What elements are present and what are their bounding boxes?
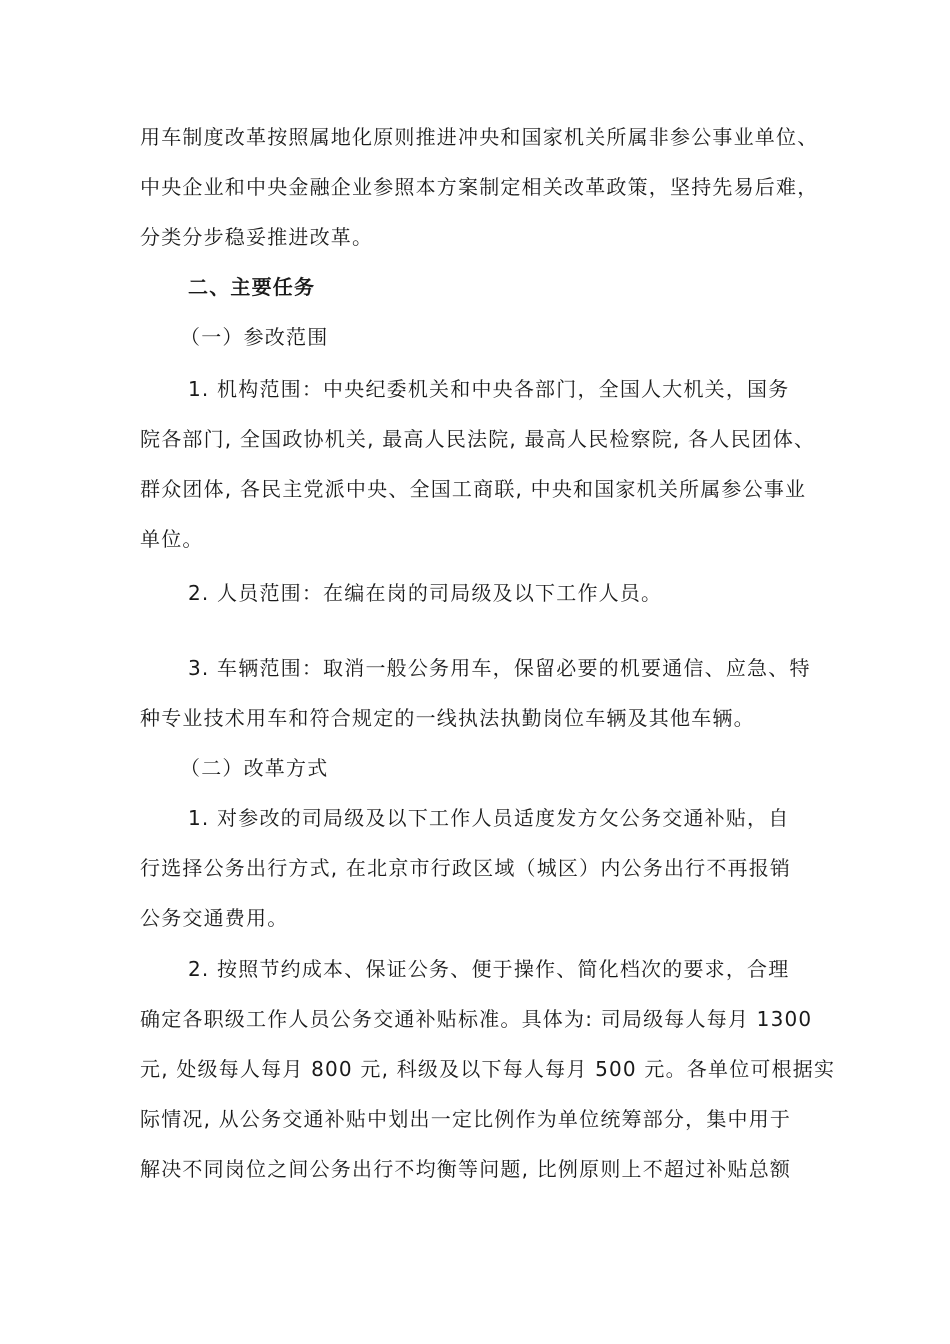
section-heading: 二、主要任务 [188, 275, 316, 299]
subsection-heading: （二）改革方式 [180, 756, 329, 780]
paragraph-line: 中央企业和中央金融企业参照本方案制定相关改革政策，坚持先易后难， [140, 175, 819, 199]
paragraph-line: 3. 车辆范围：取消一般公务用车，保留必要的机要通信、应急、特 [188, 656, 811, 680]
paragraph-line: 分类分步稳妥推进改革。 [140, 225, 374, 249]
paragraph-line: 解决不同岗位之间公务出行不均衡等问题, 比例原则上不超过补贴总额 [140, 1157, 792, 1181]
paragraph-line: 群众团体, 各民主党派中央、全国工商联, 中央和国家机关所属参公事业 [140, 477, 807, 501]
subsection-heading: （一）参改范围 [180, 325, 329, 349]
paragraph-line: 1. 对参改的司局级及以下工作人员适度发方攵公务交通补贴，自 [188, 806, 790, 830]
paragraph-line: 公务交通费用。 [140, 906, 289, 930]
paragraph-line: 单位。 [140, 527, 204, 551]
paragraph-line: 种专业技术用车和符合规定的一线执法执勤岗位车辆及其他车辆。 [140, 706, 755, 730]
paragraph-line: 确定各职级工作人员公务交通补贴标准。具体为: 司局级每人每月 1300 [140, 1007, 813, 1031]
paragraph-line: 际情况, 从公务交通补贴中划出一定比例作为单位统筹部分，集中用于 [140, 1107, 792, 1131]
paragraph-line: 2. 人员范围：在编在岗的司局级及以下工作人员。 [188, 581, 663, 605]
paragraph-line: 1. 机构范围：中央纪委机关和中央各部门，全国人大机关，国务 [188, 377, 790, 401]
paragraph-line: 元, 处级每人每月 800 元, 科级及以下每人每月 500 元。各单位可根据实 [140, 1057, 836, 1081]
paragraph-line: 行选择公务出行方式, 在北京市行政区域（城区）内公务出行不再报销 [140, 856, 792, 880]
paragraph-line: 用车制度改革按照属地化原则推进冲央和国家机关所属非参公事业单位、 [140, 125, 819, 149]
paragraph-line: 2. 按照节约成本、保证公务、便于操作、简化档次的要求，合理 [188, 957, 790, 981]
paragraph-line: 院各部门, 全国政协机关, 最高人民法院, 最高人民检察院, 各人民团体、 [140, 427, 816, 451]
